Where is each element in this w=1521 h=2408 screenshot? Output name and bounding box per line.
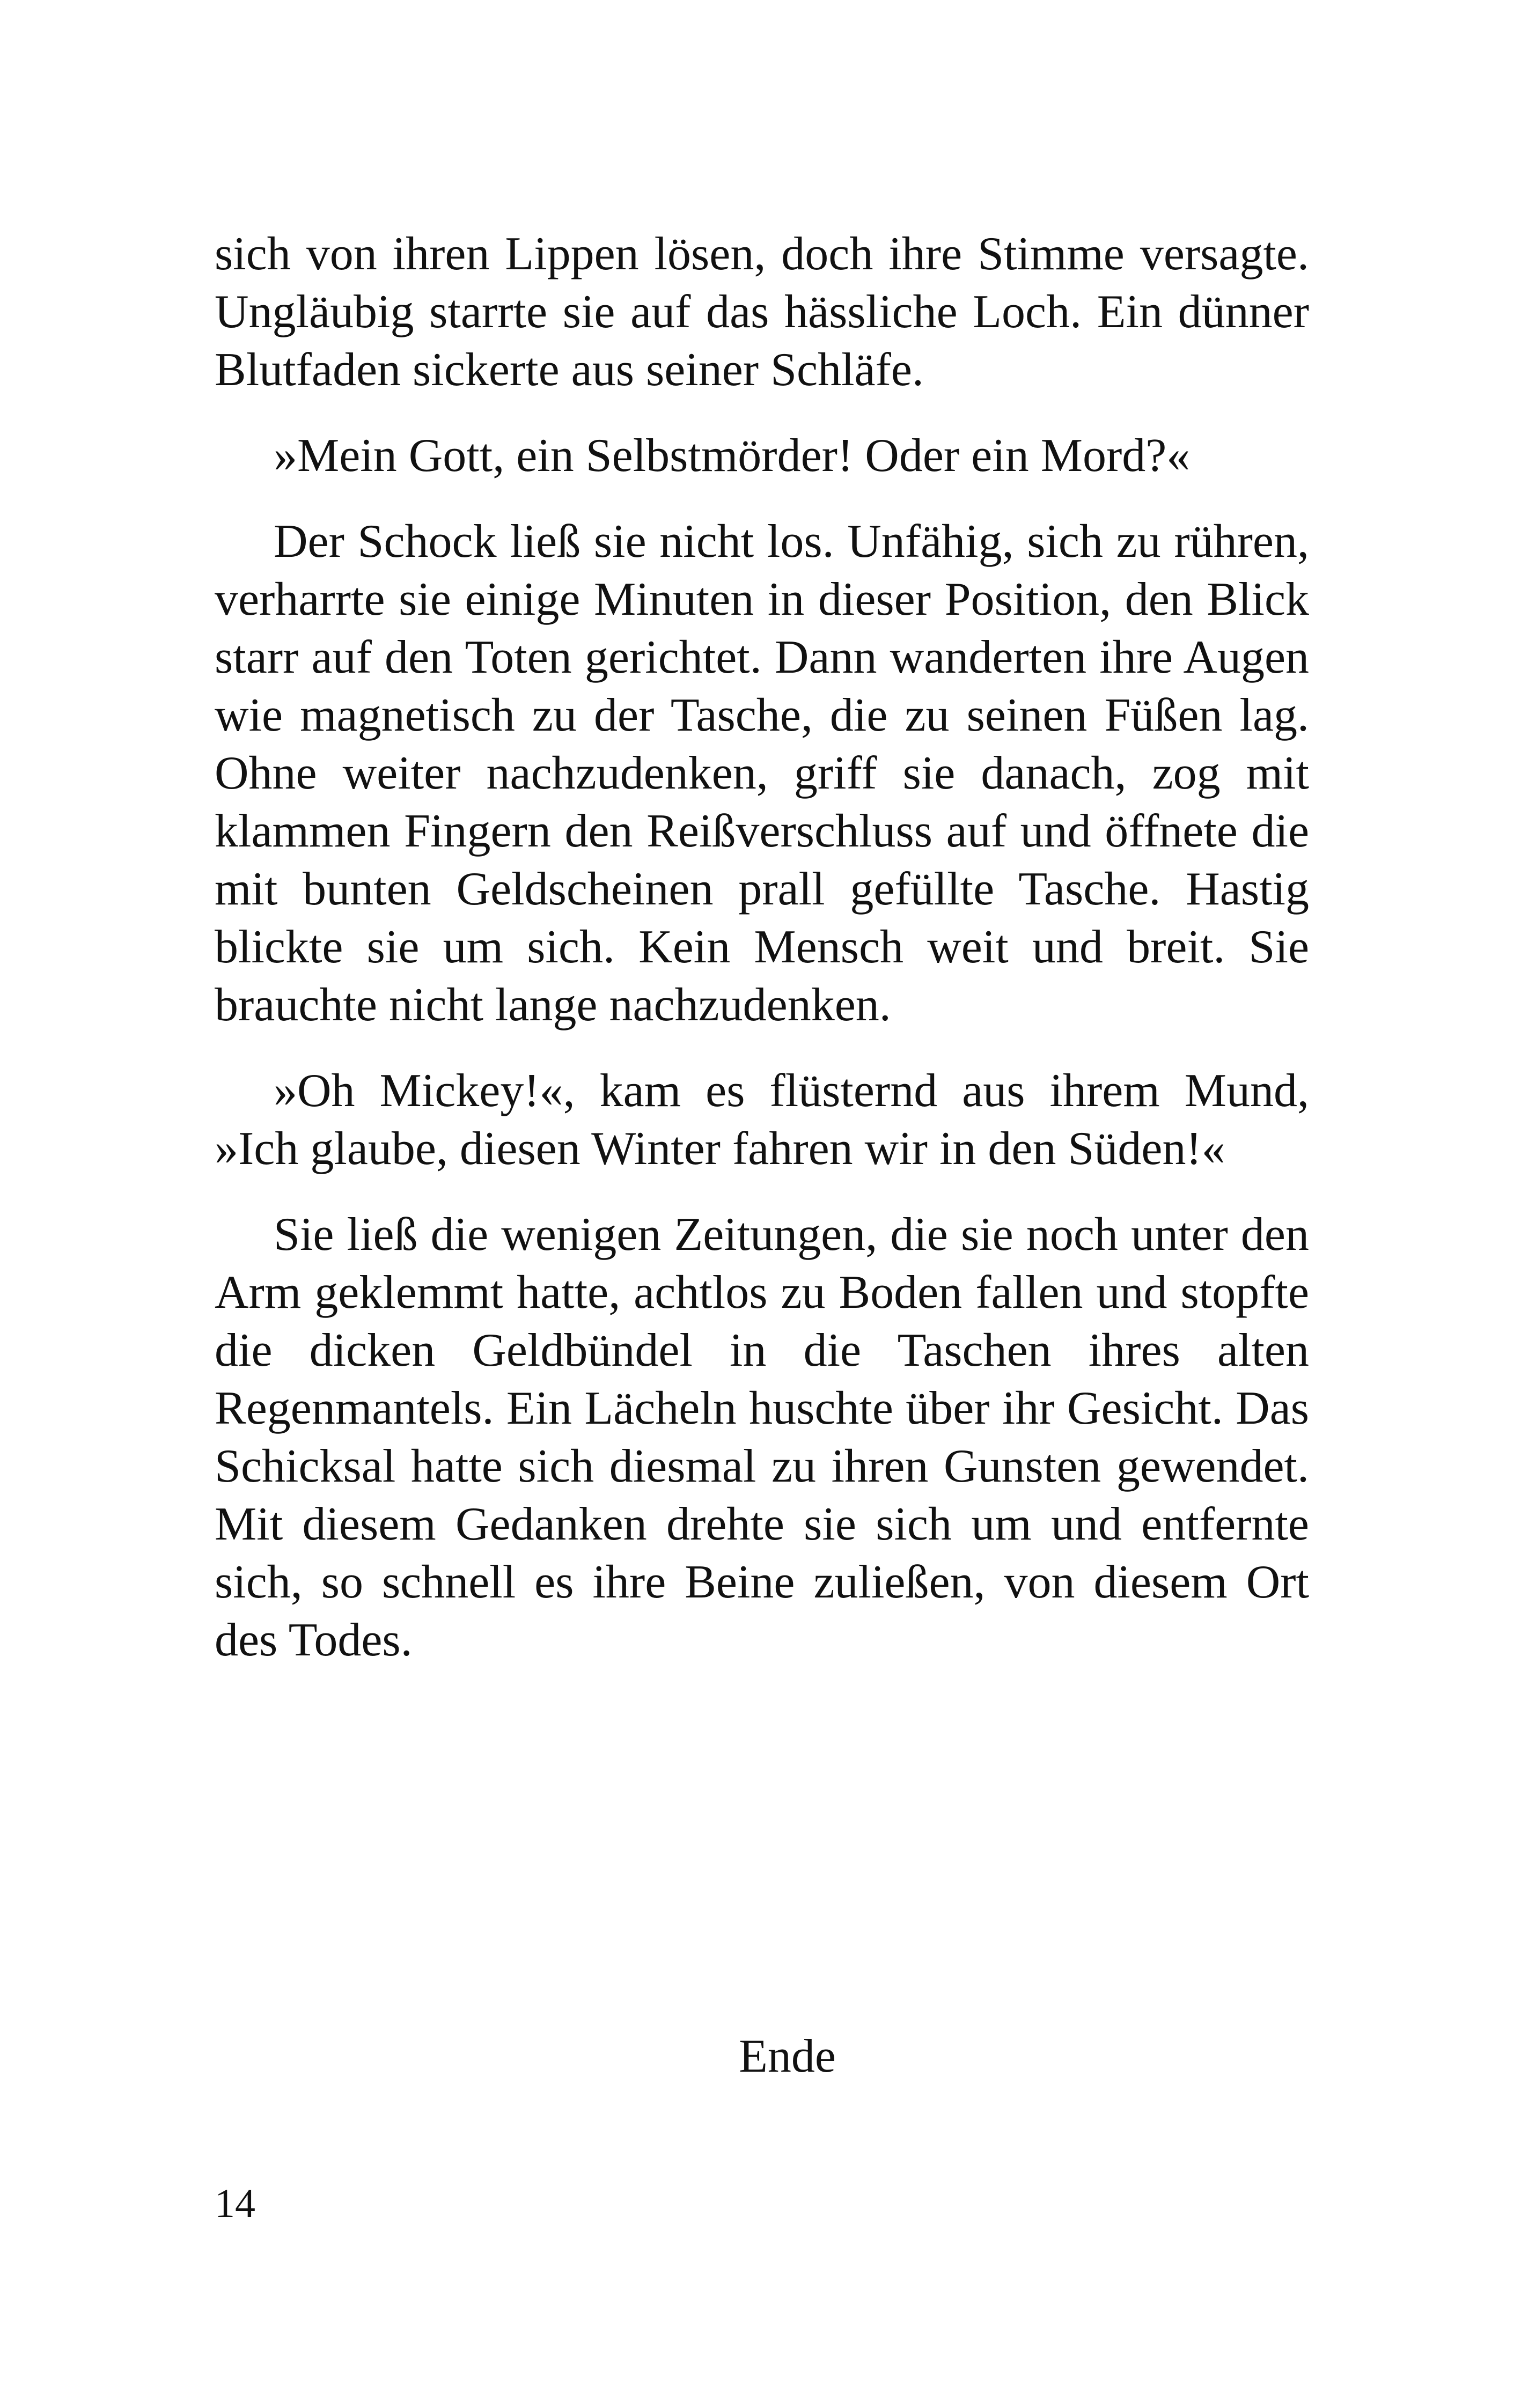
- paragraph-2: »Mein Gott, ein Selbstmörder! Oder ein Mord?«: [274, 430, 1191, 482]
- paragraph-5: Sie ließ die wenigen Zeitungen, die sie noch unter den Arm geklemmt hatte, achtlos zu Boden fallen und stopfte die dicken Geldbündel in die Taschen ihres alten Regenmantels. Ein Lächeln huschte über ihr Gesicht. Das Schicksal hatte sich diesmal zu ihren Gunsten gewendet. Mit diesem Gedanken drehte sie sich um und entfernte sich, so schnell es ihre Beine zuließen, von diesem Ort des Todes.: [215, 1209, 1309, 1666]
- paragraph-4: »Oh Mickey!«, kam es flüsternd aus ihrem Mund, »Ich glaube, diesen Winter fahren wir in den Süden!«: [215, 1065, 1309, 1175]
- ending-label: Ende: [739, 2030, 836, 2082]
- page-number: 14: [215, 2181, 255, 2226]
- ending-label-container: [0, 2028, 1521, 2086]
- paragraph-3: Der Schock ließ sie nicht los. Unfähig, sich zu rühren, verharrte sie einige Minuten in dieser Position, den Blick starr auf den Toten gerichtet. Dann wanderten ihre Augen wie magnetisch zu der Tasche, die zu seinen Füßen lag. Ohne weiter nachzudenken, griff sie danach, zog mit klammen Fingern den Reißverschluss auf und öffnete die mit bunten Geldscheinen prall gefüllte Tasche. Hastig blickte sie um sich. Kein Mensch weit und breit. Sie brauchte nicht lange nachzudenken.: [215, 516, 1309, 1031]
- paragraph-1: sich von ihren Lippen lösen, doch ihre Stimme versagte. Ungläubig starrte sie auf das hässliche Loch. Ein dünner Blutfaden sickerte aus seiner Schläfe.: [215, 228, 1309, 396]
- page-body: [215, 225, 1309, 1669]
